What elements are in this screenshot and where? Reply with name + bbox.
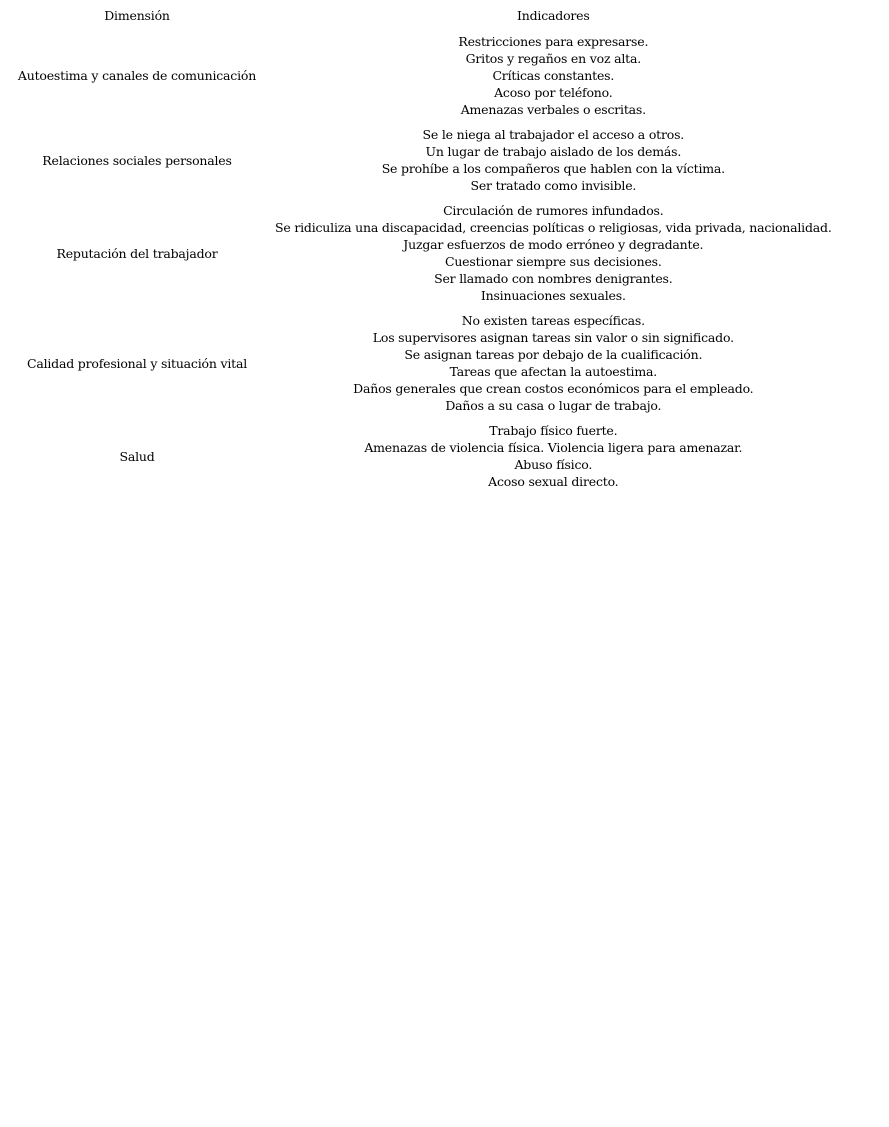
indicator-item: Los supervisores asignan tareas sin valor o sin significado. xyxy=(372,330,734,345)
header-row xyxy=(2,2,833,28)
dimension-cell: Autoestima y canales de comunicación xyxy=(17,68,257,83)
indicator-item: Acoso por teléfono. xyxy=(494,85,613,100)
dimension-cell: Reputación del trabajador xyxy=(56,245,218,261)
table-row xyxy=(2,309,833,417)
dimension-cell: Relaciones sociales personales xyxy=(42,152,232,168)
indicator-item: Daños generales que crean costos económicos para el empleado. xyxy=(353,381,754,396)
table-row xyxy=(2,419,833,493)
table-row xyxy=(2,123,833,197)
indicators-cell xyxy=(274,30,833,121)
indicator-item: Cuestionar siempre sus decisiones. xyxy=(444,254,662,269)
indicators-cell xyxy=(274,123,833,197)
indicators-cell xyxy=(274,309,833,417)
indicator-item: Acoso sexual directo. xyxy=(488,474,619,489)
indicator-item: Trabajo físico fuerte. xyxy=(489,423,618,438)
indicator-item: Insinuaciones sexuales. xyxy=(480,288,626,303)
indicator-item: Tareas que afectan la autoestima. xyxy=(449,364,658,379)
indicators-cell xyxy=(274,419,833,493)
header-indicators: Indicadores xyxy=(517,7,590,23)
indicator-item: Restricciones para expresarse. xyxy=(458,34,649,49)
table-row xyxy=(2,199,833,307)
indicator-item: Juzgar esfuerzos de modo erróneo y degradante. xyxy=(403,237,704,252)
indicator-item: Daños a su casa o lugar de trabajo. xyxy=(445,398,662,413)
indicator-item: Abuso físico. xyxy=(514,457,593,472)
indicator-item: Críticas constantes. xyxy=(492,68,615,83)
indicator-item: Se ridiculiza una discapacidad, creencias políticas o religiosas, vida privada, nacionalidad. xyxy=(275,220,832,235)
indicator-item: Ser llamado con nombres denigrantes. xyxy=(434,271,673,286)
indicator-item: No existen tareas específicas. xyxy=(461,313,645,328)
indicator-item: Amenazas de violencia física. Violencia ligera para amenazar. xyxy=(364,440,743,455)
harassment-dimensions-table xyxy=(0,0,835,495)
dimension-cell: Calidad profesional y situación vital xyxy=(26,355,248,371)
indicator-item: Un lugar de trabajo aislado de los demás. xyxy=(425,144,682,159)
table-row xyxy=(2,30,833,121)
indicator-item: Ser tratado como invisible. xyxy=(470,178,637,193)
indicators-cell xyxy=(274,199,833,307)
dimension-cell: Salud xyxy=(119,448,155,464)
indicator-item: Gritos y regaños en voz alta. xyxy=(465,51,641,66)
indicator-item: Se le niega al trabajador el acceso a otros. xyxy=(422,127,685,142)
header-dimension: Dimensión xyxy=(104,7,170,23)
indicator-item: Se asignan tareas por debajo de la cualificación. xyxy=(404,347,703,362)
indicator-item: Se prohíbe a los compañeros que hablen con la víctima. xyxy=(381,161,725,176)
indicator-item: Amenazas verbales o escritas. xyxy=(460,102,646,117)
indicator-item: Circulación de rumores infundados. xyxy=(443,203,664,218)
